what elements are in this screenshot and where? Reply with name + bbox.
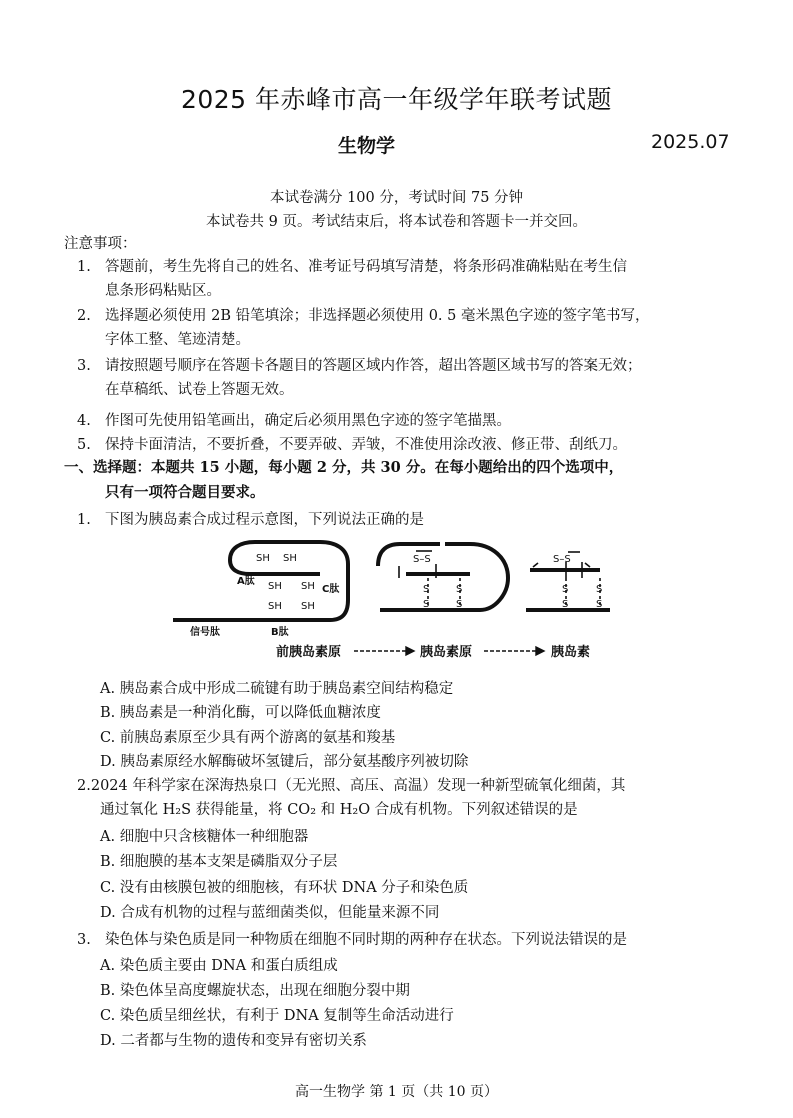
note-line: 请按照题号顺序在答题卡各题目的答题区域内作答，超出答题区域书写的答案无效； [105,358,642,374]
note-2 [77,306,649,326]
note-line: 保持卡面清洁，不要折叠，不要弄破、弄皱，不准使用涂改液、修正带、刮纸刀。 [105,437,627,453]
exam-info-line1: 本试卷满分 100 分，考试时间 75 分钟 [269,190,524,206]
question-number: 2. [77,778,91,794]
exam-title: 2025 年赤峰市高一年级学年联考试题 [180,85,613,114]
s-label: S [596,584,603,595]
note-number: 5. [77,437,91,453]
sh-label: SH [301,581,315,592]
q1-option-a: A. 胰岛素合成中形成二硫键有助于胰岛素空间结构稳定 [100,681,454,697]
section-heading-cont: 只有一项符合题目要求。 [105,484,265,501]
q1-option-b: B. 胰岛素是一种消化酶，可以降低血糖浓度 [100,705,381,721]
question-number: 3. [77,932,91,948]
q1-option-d: D. 胰岛素原经水解酶破坏氢键后，部分氨基酸序列被切除 [100,754,469,770]
question-number: 1. [77,512,91,528]
insulin-label: 胰岛素 [551,645,591,660]
notes-heading: 注意事项： [64,236,137,252]
q3-option-b: B. 染色体呈高度螺旋状态，出现在细胞分裂中期 [100,983,410,999]
note-2-cont: 字体工整、笔迹清楚。 [105,332,250,348]
section-heading: 一、选择题：本题共 15 小题，每小题 2 分，共 30 分。在每小题给出的四个选项中， [64,459,624,476]
question-2-stem-cont: 通过氧化 H₂S 获得能量，将 CO₂ 和 H₂O 合成有机物。下列叙述错误的是 [100,802,578,818]
q1-option-c: C. 前胰岛素原至少具有两个游离的氨基和羧基 [100,730,396,746]
q2-option-d: D. 合成有机物的过程与蓝细菌类似，但能量来源不同 [100,905,440,921]
s-label: S [423,599,430,610]
note-line: 答题前，考生先将自己的姓名、准考证号码填写清楚，将条形码准确粘贴在考生信 [105,259,627,275]
q2-option-a: A. 细胞中只含核糖体一种细胞器 [100,829,309,845]
s-label: S [456,599,463,610]
question-2-stem [77,776,625,796]
disulfide-label: S–S [413,554,431,565]
note-5 [77,435,627,455]
insulin-synthesis-figure [170,534,630,664]
b-peptide-label: B肽 [271,627,289,638]
q2-option-b: B. 细胞膜的基本支架是磷脂双分子层 [100,854,338,870]
s-label: S [562,599,569,610]
question-1-stem [77,510,424,530]
exam-info-line2: 本试卷共 9 页。考试结束后，将本试卷和答题卡一并交回。 [206,214,587,230]
s-label: S [423,584,430,595]
s-label: S [456,584,463,595]
page-footer: 高一生物学 第 1 页（共 10 页） [295,1084,498,1100]
proinsulin-label: 胰岛素原 [420,645,473,660]
question-text: 2024 年科学家在深海热泉口（无光照、高压、高温）发现一种新型硫氧化细菌，其 [90,778,626,794]
q3-option-c: C. 染色质呈细丝状，有利于 DNA 复制等生命活动进行 [100,1008,454,1024]
s-label: S [562,584,569,595]
exam-date: 2025.07 [651,131,730,153]
proinsulin-chain [378,544,508,610]
note-number: 3. [77,358,91,374]
note-1-cont: 息条形码粘贴区。 [105,283,221,299]
sh-label: SH [268,601,282,612]
note-number: 4. [77,413,91,429]
note-1 [77,257,627,277]
sh-label: SH [301,601,315,612]
question-text: 下图为胰岛素合成过程示意图，下列说法正确的是 [105,512,424,528]
note-3 [77,356,642,376]
sh-label: SH [283,553,297,564]
q2-option-c: C. 没有由核膜包被的细胞核，有环状 DNA 分子和染色质 [100,880,469,896]
a-peptide-label: A肽 [237,576,255,587]
sh-label: SH [268,581,282,592]
note-4 [77,411,511,431]
q3-option-a: A. 染色质主要由 DNA 和蛋白质组成 [100,958,338,974]
subject-title: 生物学 [338,135,396,157]
c-peptide-label: C肽 [322,584,340,595]
note-3-cont: 在草稿纸、试卷上答题无效。 [105,382,294,398]
question-text: 染色体与染色质是同一种物质在细胞不同时期的两种存在状态。下列说法错误的是 [105,932,627,948]
q3-option-d: D. 二者都与生物的遗传和变异有密切关系 [100,1033,367,1049]
disulfide-label: S–S [553,554,571,565]
note-line: 作图可先使用铅笔画出，确定后必须用黑色字迹的签字笔描黑。 [105,413,511,429]
s-label: S [596,599,603,610]
note-number: 1. [77,259,91,275]
preproinsulin-label: 前胰岛素原 [276,645,342,660]
question-3-stem [77,930,627,950]
signal-peptide-label: 信号肽 [190,627,220,638]
note-line: 选择题必须使用 2B 铅笔填涂；非选择题必须使用 0. 5 毫米黑色字迹的签字笔书写， [105,308,650,324]
sh-label: SH [256,553,270,564]
note-number: 2. [77,308,91,324]
